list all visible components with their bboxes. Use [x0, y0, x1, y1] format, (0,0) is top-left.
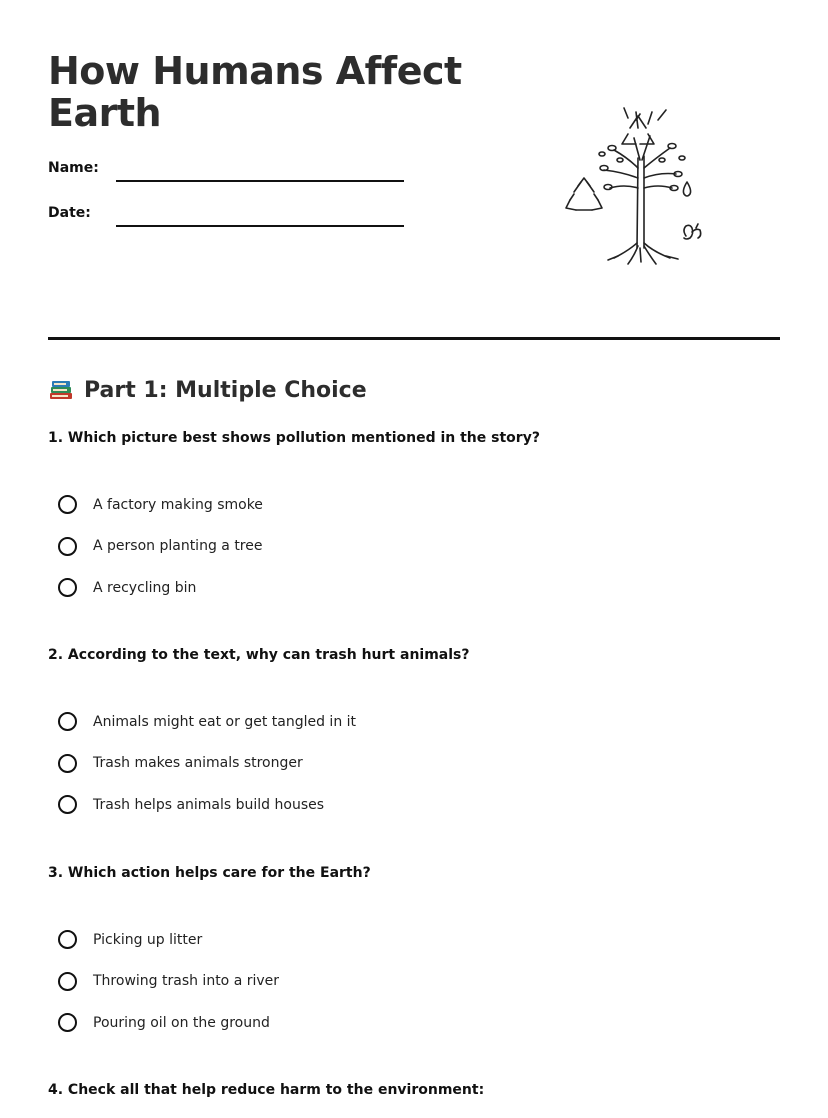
option-label: Picking up litter: [93, 931, 203, 948]
option-item[interactable]: [58, 526, 798, 568]
question-1: [48, 428, 788, 609]
question-4: [48, 1080, 788, 1100]
date-label: Date:: [48, 205, 91, 221]
books-icon: [48, 377, 74, 403]
worksheet-title: How Humans Affect Earth: [48, 49, 462, 135]
option-item[interactable]: [58, 784, 798, 826]
question-2: [48, 645, 788, 826]
radio-button[interactable]: [58, 537, 77, 556]
radio-button[interactable]: [58, 578, 77, 597]
radio-button[interactable]: [58, 495, 77, 514]
option-item[interactable]: [58, 701, 798, 743]
option-label: Throwing trash into a river: [93, 973, 280, 990]
question-text: 3. Which action helps care for the Earth?: [48, 865, 371, 881]
option-label: Trash helps animals build houses: [93, 796, 325, 813]
option-label: A recycling bin: [93, 579, 197, 596]
tree-recycle-icon: [558, 88, 718, 268]
question-3: [48, 863, 788, 1044]
option-item[interactable]: [58, 484, 798, 526]
question-text: 2. According to the text, why can trash hurt animals?: [48, 647, 470, 663]
name-line[interactable]: [116, 180, 404, 182]
radio-button[interactable]: [58, 930, 77, 949]
question-text: 1. Which picture best shows pollution mentioned in the story?: [48, 430, 540, 446]
radio-button[interactable]: [58, 754, 77, 773]
option-item[interactable]: [58, 567, 798, 609]
options-list: [58, 484, 798, 609]
option-label: Pouring oil on the ground: [93, 1014, 270, 1031]
part1-heading-text: Part 1: Multiple Choice: [84, 377, 367, 403]
option-item[interactable]: [58, 961, 798, 1003]
name-label: Name:: [48, 160, 99, 176]
date-field-row: [48, 205, 408, 235]
options-list: [58, 919, 798, 1044]
part1-heading: [48, 374, 367, 406]
date-line[interactable]: [116, 225, 404, 227]
radio-button[interactable]: [58, 795, 77, 814]
option-label: A factory making smoke: [93, 496, 263, 513]
option-item[interactable]: [58, 1002, 798, 1044]
option-item[interactable]: [58, 919, 798, 961]
radio-button[interactable]: [58, 1013, 77, 1032]
options-list: [58, 701, 798, 826]
radio-button[interactable]: [58, 712, 77, 731]
option-label: A person planting a tree: [93, 538, 263, 555]
option-label: Animals might eat or get tangled in it: [93, 713, 357, 730]
option-label: Trash makes animals stronger: [93, 755, 303, 772]
question-text: 4. Check all that help reduce harm to the environment:: [48, 1082, 485, 1098]
section-divider: [48, 337, 780, 340]
radio-button[interactable]: [58, 972, 77, 991]
name-field-row: [48, 160, 408, 190]
option-item[interactable]: [58, 743, 798, 785]
